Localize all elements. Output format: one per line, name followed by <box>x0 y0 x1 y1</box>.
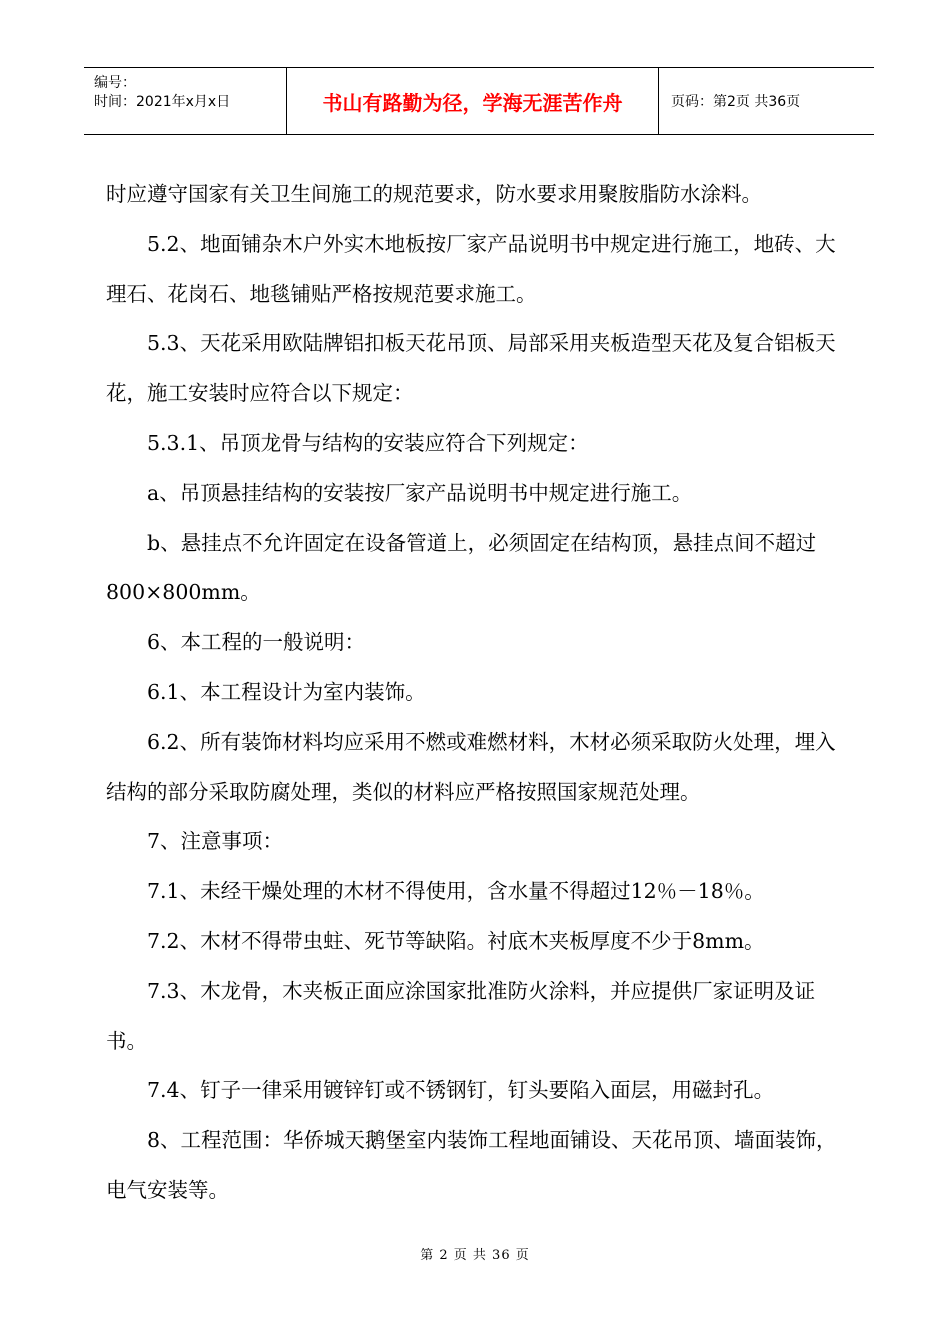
paragraph: 7.3、木龙骨，木夹板正面应涂国家批准防火涂料，并应提供厂家证明及证书。 <box>106 978 816 1053</box>
paragraph: 7.4、钉子一律采用镀锌钉或不锈钢钉，钉头要陷入面层，用磁封孔。 <box>147 1078 775 1103</box>
document-number-label: 编号： <box>94 75 136 91</box>
document-body <box>106 170 856 1216</box>
paragraph: 6.2、所有装饰材料均应采用不燃或难燃材料，木材必须采取防火处理，埋入结构的部分采取防腐处理，类似的材料应严格按照国家规范处理。 <box>106 729 836 804</box>
paragraph: 8、工程范围：华侨城天鹅堡室内装饰工程地面铺设、天花吊顶、墙面装饰，电气安装等。 <box>106 1128 837 1202</box>
paragraph: 5.3.1、吊顶龙骨与结构的安装应符合下列规定： <box>147 430 589 455</box>
paragraph: 5.3、天花采用欧陆牌铝扣板天花吊顶、局部采用夹板造型天花及复合铝板天花，施工安装时应符合以下规定： <box>106 331 836 406</box>
paragraph: 6、本工程的一般说明： <box>147 630 366 655</box>
header-motto: 书山有路勤为径，学海无涯苦作舟 <box>286 68 659 134</box>
page-footer: 第 2 页 共 36 页 <box>420 1248 530 1263</box>
paragraph: b、悬挂点不允许固定在设备管道上，必须固定在结构顶，悬挂点间不超过800×800mm。 <box>106 530 817 605</box>
header-meta <box>84 68 286 134</box>
header-page-info: 页码：第2页 共36页 <box>671 94 801 110</box>
paragraph: 7.1、未经干燥处理的木材不得使用，含水量不得超过12％－18％。 <box>147 879 765 904</box>
paragraph: 5.2、地面铺杂木户外实木地板按厂家产品说明书中规定进行施工，地砖、大理石、花岗石、地毯铺贴严格按规范要求施工。 <box>106 231 836 306</box>
paragraph: 7、注意事项： <box>147 829 284 854</box>
page-header <box>84 67 874 135</box>
document-time: 时间：2021年x月x日 <box>94 94 231 110</box>
paragraph: a、吊顶悬挂结构的安装按厂家产品说明书中规定进行施工。 <box>147 480 693 505</box>
paragraph: 6.1、本工程设计为室内装饰。 <box>147 679 426 704</box>
paragraph: 7.2、木材不得带虫蛀、死节等缺陷。衬底木夹板厚度不少于8mm。 <box>147 928 765 953</box>
paragraph: 时应遵守国家有关卫生间施工的规范要求，防水要求用聚胺脂防水涂料。 <box>106 182 762 206</box>
